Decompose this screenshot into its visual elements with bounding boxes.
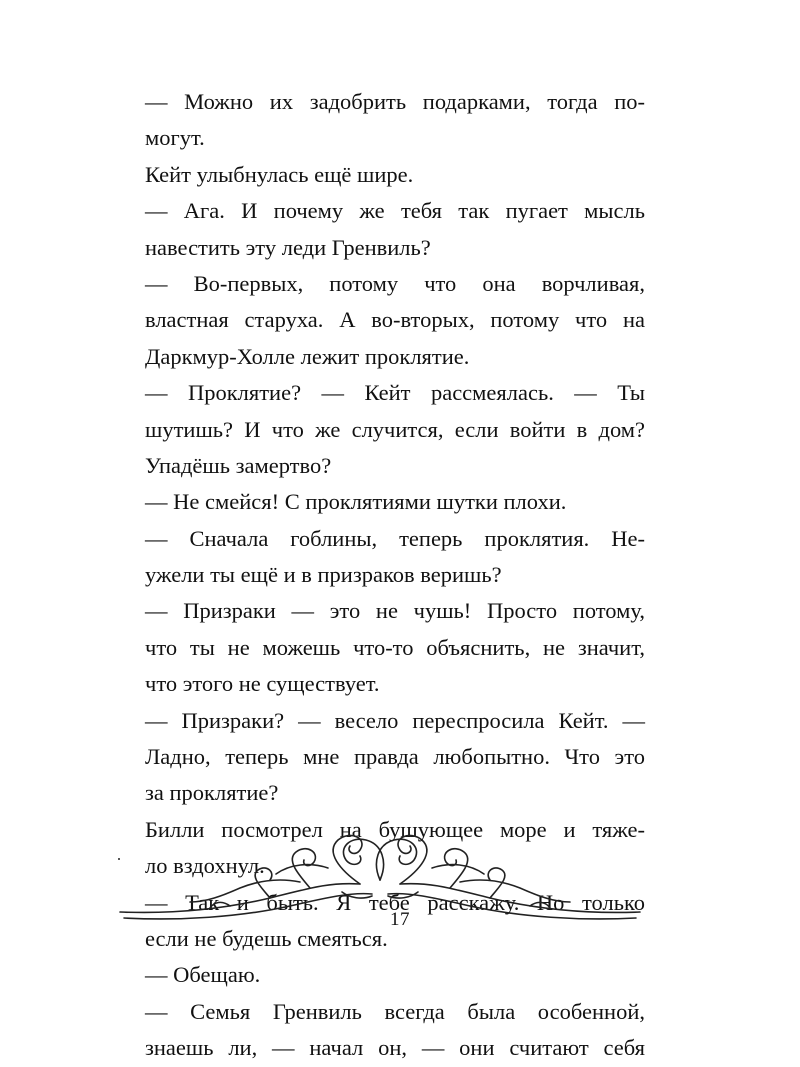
text-line: Даркмур-Холле лежит проклятие. (145, 343, 470, 369)
text-line: Ладно, теперь мне правда любопытно. Что это (145, 744, 645, 770)
text-line: — Семья Гренвиль всегда была особенной, (145, 998, 645, 1024)
text-line: — Призраки — это не чушь! Просто потому, (145, 598, 645, 624)
flourish-ornament-icon (110, 822, 650, 922)
text-line: — Призраки? — весело переспросила Кейт. — (145, 707, 645, 733)
text-line: Кейт улыбнулась ещё шире. (145, 161, 414, 187)
text-line: — Можно их задобрить подарками, тогда по- (145, 89, 645, 114)
text-line: — Не смейся! С проклятиями шутки плохи. (145, 489, 567, 515)
text-line: властная старуха. А во-вторых, потому что на (145, 307, 645, 333)
text-line: ло вздохнул. (145, 853, 265, 879)
text-line: ужели ты ещё и в призраков веришь? (145, 562, 502, 588)
page-number: 17 (390, 909, 410, 930)
text-line: знаешь ли, — начал он, — они считают себя (145, 1035, 645, 1061)
text-line: — Ага. И почему же тебя так пугает мысль (145, 198, 645, 224)
text-line: — Во-первых, потому что она ворчливая, (145, 270, 645, 296)
text-line: навестить эту леди Гренвиль? (145, 234, 431, 260)
text-line: — Обещаю. (145, 962, 261, 988)
text-line: что этого не существует. (145, 671, 380, 697)
text-line: если не будешь смеяться. (145, 925, 388, 951)
text-line: могут. (145, 125, 205, 151)
text-line: шутишь? И что же случится, если войти в дом? (145, 416, 645, 442)
text-line: — Сначала гоблины, теперь проклятия. Не- (145, 525, 645, 551)
text-line: — Проклятие? — Кейт рассмеялась. — Ты (145, 380, 645, 406)
text-line: Билли посмотрел на бушующее море и тяже- (145, 816, 645, 842)
ink-speck (118, 858, 120, 860)
text-line: что ты не можешь что-то объяснить, не значит, (145, 634, 645, 660)
text-line: Упадёшь замертво? (145, 452, 332, 478)
text-line: — Так и быть. Я тебе расскажу. Но только (145, 889, 645, 915)
text-line: за проклятие? (145, 780, 279, 806)
